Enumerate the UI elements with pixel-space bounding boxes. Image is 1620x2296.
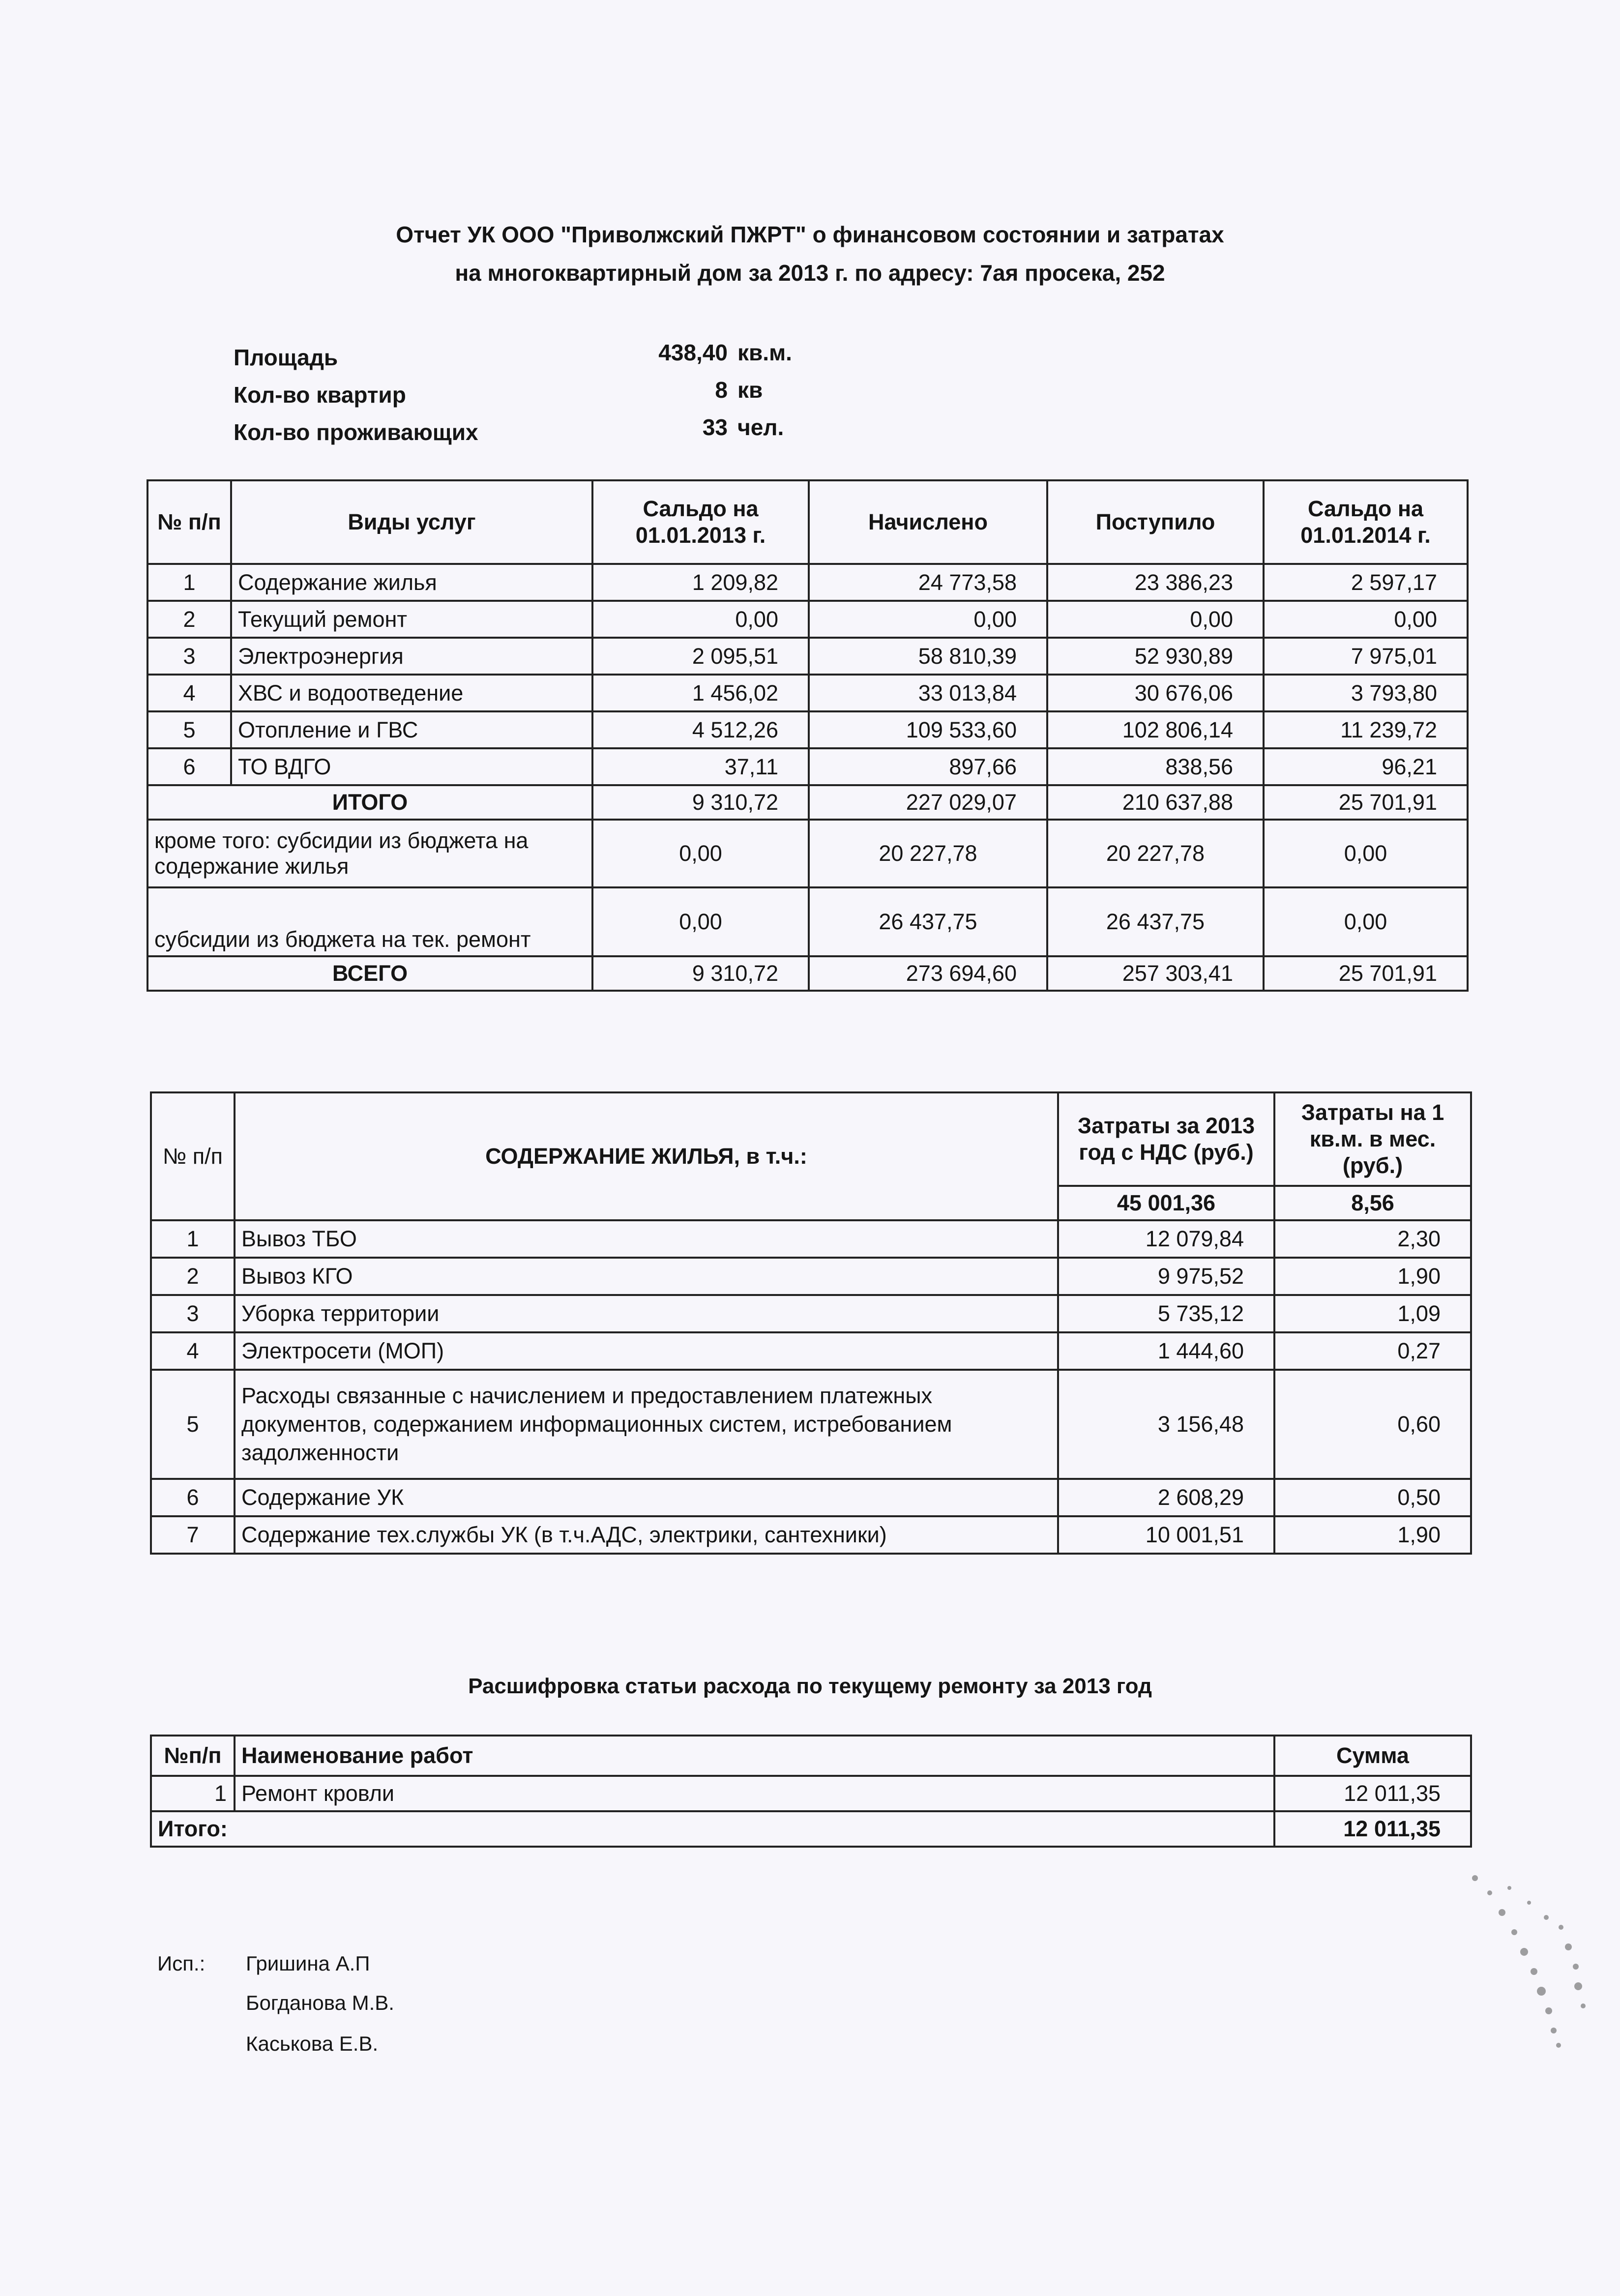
received: 102 806,14 bbox=[1047, 711, 1264, 748]
cost-per-sqm: 1,90 bbox=[1274, 1516, 1471, 1554]
charged: 33 013,84 bbox=[809, 675, 1047, 711]
repair-table bbox=[150, 1735, 1472, 1848]
col-header-received: Поступило bbox=[1047, 480, 1264, 564]
col-header-balance-end: Сальдо на 01.01.2014 г. bbox=[1264, 480, 1468, 564]
col-header-number: № п/п bbox=[151, 1092, 235, 1220]
balance-end: 2 597,17 bbox=[1264, 564, 1468, 601]
vsego-row bbox=[147, 956, 1468, 991]
repair-total-row bbox=[151, 1811, 1471, 1847]
itogo-row bbox=[147, 785, 1468, 820]
balance-start: 1 209,82 bbox=[592, 564, 809, 601]
executors-label: Исп.: bbox=[157, 1952, 206, 1975]
row-number: 4 bbox=[151, 1332, 235, 1370]
maintenance-header-row bbox=[151, 1092, 1471, 1186]
annual-cost: 1 444,60 bbox=[1058, 1332, 1274, 1370]
service-name: ХВС и водоотведение bbox=[231, 675, 592, 711]
table-row bbox=[147, 675, 1468, 711]
annual-cost: 2 608,29 bbox=[1058, 1479, 1274, 1516]
row-number: 2 bbox=[151, 1258, 235, 1295]
col-header-number: № п/п bbox=[147, 480, 231, 564]
table-row bbox=[151, 1258, 1471, 1295]
charged: 24 773,58 bbox=[809, 564, 1047, 601]
table-row bbox=[147, 711, 1468, 748]
balance-end: 3 793,80 bbox=[1264, 675, 1468, 711]
col-header-sum: Сумма bbox=[1274, 1736, 1471, 1776]
vsego-label: ВСЕГО bbox=[147, 956, 592, 991]
table-row bbox=[151, 1295, 1471, 1332]
cost-item-name: Вывоз ТБО bbox=[235, 1220, 1058, 1258]
report-title-line-1: Отчет УК ООО "Приволжский ПЖРТ" о финансовом состоянии и затратах bbox=[396, 222, 1224, 247]
balance-end: 7 975,01 bbox=[1264, 638, 1468, 675]
row-number: 1 bbox=[151, 1776, 235, 1811]
annual-cost: 3 156,48 bbox=[1058, 1370, 1274, 1479]
row-number: 2 bbox=[147, 601, 231, 638]
col-header-number: №п/п bbox=[151, 1736, 235, 1776]
annual-cost: 12 079,84 bbox=[1058, 1220, 1274, 1258]
cost-per-sqm: 1,90 bbox=[1274, 1258, 1471, 1295]
info-label-residents: Кол-во проживающих bbox=[234, 419, 478, 445]
col-header-cost-per-sqm: Затраты на 1 кв.м. в мес. (руб.) bbox=[1274, 1092, 1471, 1186]
cost-per-sqm: 0,27 bbox=[1274, 1332, 1471, 1370]
itogo-received: 210 637,88 bbox=[1047, 785, 1264, 820]
subsidy-maintenance-row bbox=[147, 820, 1468, 887]
cost-item-name: Электросети (МОП) bbox=[235, 1332, 1058, 1370]
report-title-line-2: на многоквартирный дом за 2013 г. по адресу: 7ая просека, 252 bbox=[455, 260, 1165, 286]
executor-name: Гришина А.П bbox=[246, 1952, 370, 1975]
itogo-label: ИТОГО bbox=[147, 785, 592, 820]
cost-item-name: Содержание тех.службы УК (в т.ч.АДС, электрики, сантехники) bbox=[235, 1516, 1058, 1554]
service-name: ТО ВДГО bbox=[231, 748, 592, 785]
row-number: 5 bbox=[147, 711, 231, 748]
vsego-balance-start: 9 310,72 bbox=[592, 956, 809, 991]
subsidy-maintenance-charged: 20 227,78 bbox=[809, 820, 1047, 887]
cost-item-name: Расходы связанные с начислением и предоставлением платежных документов, содержанием информационных систем, истребованием задолженности bbox=[235, 1370, 1058, 1479]
subsidy-maintenance-received: 20 227,78 bbox=[1047, 820, 1264, 887]
table-row bbox=[151, 1220, 1471, 1258]
balance-start: 2 095,51 bbox=[592, 638, 809, 675]
info-unit-residents: чел. bbox=[737, 414, 784, 440]
subsidy-maintenance-balance-end: 0,00 bbox=[1264, 820, 1468, 887]
vsego-received: 257 303,41 bbox=[1047, 956, 1264, 991]
table-row bbox=[147, 564, 1468, 601]
cost-per-sqm: 1,09 bbox=[1274, 1295, 1471, 1332]
repair-total-sum: 12 011,35 bbox=[1274, 1811, 1471, 1847]
info-unit-apartments: кв bbox=[737, 377, 763, 403]
cost-item-name: Уборка территории bbox=[235, 1295, 1058, 1332]
col-header-maintenance: СОДЕРЖАНИЕ ЖИЛЬЯ, в т.ч.: bbox=[235, 1092, 1058, 1220]
col-header-balance-start: Сальдо на 01.01.2013 г. bbox=[592, 480, 809, 564]
service-name: Содержание жилья bbox=[231, 564, 592, 601]
balance-end: 96,21 bbox=[1264, 748, 1468, 785]
cost-item-name: Вывоз КГО bbox=[235, 1258, 1058, 1295]
annual-cost: 9 975,52 bbox=[1058, 1258, 1274, 1295]
received: 30 676,06 bbox=[1047, 675, 1264, 711]
balance-end: 11 239,72 bbox=[1264, 711, 1468, 748]
cost-per-sqm: 0,50 bbox=[1274, 1479, 1471, 1516]
cost-per-sqm: 2,30 bbox=[1274, 1220, 1471, 1258]
table-row bbox=[147, 748, 1468, 785]
balance-start: 1 456,02 bbox=[592, 675, 809, 711]
received: 23 386,23 bbox=[1047, 564, 1264, 601]
work-name: Ремонт кровли bbox=[235, 1776, 1274, 1811]
balance-start: 37,11 bbox=[592, 748, 809, 785]
subsidy-maintenance-label: кроме того: субсидии из бюджета на содержание жилья bbox=[147, 820, 592, 887]
subsidy-repair-label: субсидии из бюджета на тек. ремонт bbox=[147, 887, 592, 956]
info-label-area: Площадь bbox=[234, 345, 338, 370]
balance-start: 0,00 bbox=[592, 601, 809, 638]
services-header-row bbox=[147, 480, 1468, 564]
table-row bbox=[151, 1370, 1471, 1479]
info-value-area: 438,40 bbox=[658, 340, 728, 365]
maintenance-total-per-sqm: 8,56 bbox=[1274, 1186, 1471, 1220]
subsidy-repair-received: 26 437,75 bbox=[1047, 887, 1264, 956]
executor-name: Богданова М.В. bbox=[246, 1991, 394, 2014]
info-unit-area: кв.м. bbox=[737, 340, 792, 365]
executor-name: Каськова Е.В. bbox=[246, 2032, 379, 2055]
balance-start: 4 512,26 bbox=[592, 711, 809, 748]
charged: 0,00 bbox=[809, 601, 1047, 638]
itogo-balance-start: 9 310,72 bbox=[592, 785, 809, 820]
vsego-balance-end: 25 701,91 bbox=[1264, 956, 1468, 991]
received: 838,56 bbox=[1047, 748, 1264, 785]
itogo-charged: 227 029,07 bbox=[809, 785, 1047, 820]
info-value-apartments: 8 bbox=[715, 377, 728, 403]
row-number: 1 bbox=[147, 564, 231, 601]
vsego-charged: 273 694,60 bbox=[809, 956, 1047, 991]
repair-header-row bbox=[151, 1736, 1471, 1776]
maintenance-total-cost: 45 001,36 bbox=[1058, 1186, 1274, 1220]
repair-total-label: Итого: bbox=[151, 1811, 1274, 1847]
work-sum: 12 011,35 bbox=[1274, 1776, 1471, 1811]
row-number: 7 bbox=[151, 1516, 235, 1554]
services-table bbox=[147, 479, 1469, 992]
annual-cost: 10 001,51 bbox=[1058, 1516, 1274, 1554]
annual-cost: 5 735,12 bbox=[1058, 1295, 1274, 1332]
service-name: Электроэнергия bbox=[231, 638, 592, 675]
balance-end: 0,00 bbox=[1264, 601, 1468, 638]
info-value-residents: 33 bbox=[702, 414, 728, 440]
table-row bbox=[151, 1516, 1471, 1554]
row-number: 3 bbox=[151, 1295, 235, 1332]
received: 0,00 bbox=[1047, 601, 1264, 638]
service-name: Текущий ремонт bbox=[231, 601, 592, 638]
charged: 897,66 bbox=[809, 748, 1047, 785]
ink-smudge bbox=[1455, 1858, 1603, 2065]
charged: 58 810,39 bbox=[809, 638, 1047, 675]
maintenance-costs-table bbox=[150, 1091, 1472, 1555]
received: 52 930,89 bbox=[1047, 638, 1264, 675]
cost-item-name: Содержание УК bbox=[235, 1479, 1058, 1516]
table-row bbox=[151, 1479, 1471, 1516]
table-row bbox=[151, 1776, 1471, 1811]
info-label-apartments: Кол-во квартир bbox=[234, 382, 406, 408]
charged: 109 533,60 bbox=[809, 711, 1047, 748]
col-header-service: Виды услуг bbox=[231, 480, 592, 564]
row-number: 5 bbox=[151, 1370, 235, 1479]
service-name: Отопление и ГВС bbox=[231, 711, 592, 748]
row-number: 1 bbox=[151, 1220, 235, 1258]
cost-per-sqm: 0,60 bbox=[1274, 1370, 1471, 1479]
subsidy-repair-balance-end: 0,00 bbox=[1264, 887, 1468, 956]
table-row bbox=[151, 1332, 1471, 1370]
row-number: 6 bbox=[147, 748, 231, 785]
subsidy-repair-row bbox=[147, 887, 1468, 956]
col-header-annual-cost: Затраты за 2013 год с НДС (руб.) bbox=[1058, 1092, 1274, 1186]
itogo-balance-end: 25 701,91 bbox=[1264, 785, 1468, 820]
subsidy-repair-charged: 26 437,75 bbox=[809, 887, 1047, 956]
subsidy-maintenance-balance-start: 0,00 bbox=[592, 820, 809, 887]
repair-section-title: Расшифровка статьи расхода по текущему ремонту за 2013 год bbox=[468, 1674, 1152, 1698]
col-header-charged: Начислено bbox=[809, 480, 1047, 564]
row-number: 4 bbox=[147, 675, 231, 711]
row-number: 6 bbox=[151, 1479, 235, 1516]
row-number: 3 bbox=[147, 638, 231, 675]
table-row bbox=[147, 638, 1468, 675]
subsidy-repair-balance-start: 0,00 bbox=[592, 887, 809, 956]
table-row bbox=[147, 601, 1468, 638]
col-header-work: Наименование работ bbox=[235, 1736, 1274, 1776]
